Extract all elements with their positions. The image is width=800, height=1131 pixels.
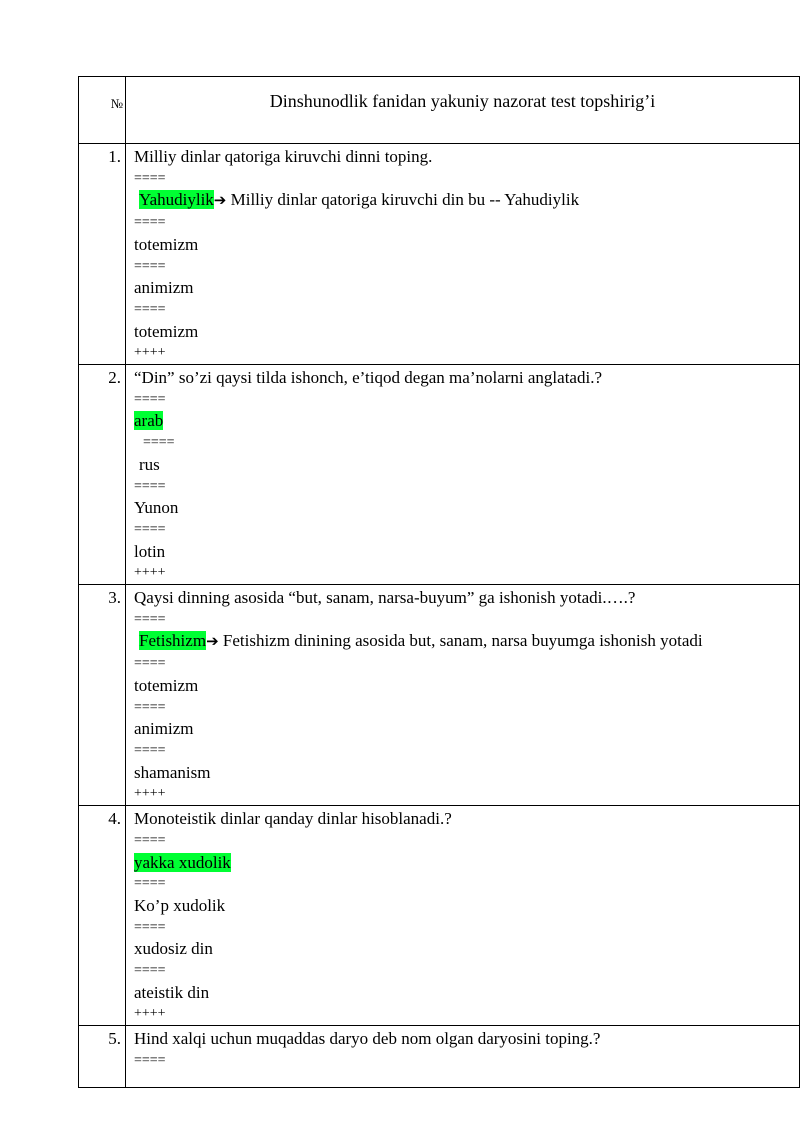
- test-document: [78, 76, 800, 1088]
- correct-answer-line: [134, 410, 799, 432]
- question-row: [79, 585, 800, 806]
- answer-option: ateistik din: [134, 982, 210, 1002]
- answer-option: shamanism: [134, 762, 211, 782]
- option-separator: ====: [134, 391, 166, 407]
- question-number: 3.: [108, 588, 121, 608]
- answer-option: totemizm: [134, 675, 199, 695]
- option-separator: ====: [134, 170, 166, 186]
- option-separator: ====: [134, 919, 166, 935]
- option-separator: ====: [134, 699, 166, 715]
- question-row: [79, 806, 800, 1026]
- question-number: 2.: [108, 368, 121, 388]
- right-arrow-icon: ➔: [206, 632, 219, 651]
- question-content: [126, 144, 800, 365]
- correct-answer: Yahudiylik: [139, 190, 214, 210]
- question-end-marker: ++++: [134, 565, 166, 581]
- option-separator: ====: [134, 521, 166, 537]
- test-table: [78, 76, 800, 1088]
- option-separator: ====: [134, 832, 166, 848]
- number-column-header: №: [79, 77, 126, 144]
- option-separator: ====: [134, 611, 166, 627]
- option-separator: ====: [134, 742, 166, 758]
- question-content: [126, 365, 800, 585]
- option-separator: ====: [143, 435, 175, 451]
- option-separator: ====: [134, 215, 166, 231]
- question-end-marker: ++++: [134, 786, 166, 802]
- answer-option: totemizm: [134, 234, 199, 254]
- answer-option: rus: [139, 454, 160, 474]
- table-header-row: [79, 77, 800, 144]
- question-number: 4.: [108, 809, 121, 829]
- question-row: [79, 144, 800, 365]
- answer-option: animizm: [134, 278, 194, 298]
- option-separator: ====: [134, 258, 166, 274]
- question-text: “Din” so’zi qaysi tilda ishonch, e’tiqod degan ma’nolarni anglatadi.?: [134, 368, 602, 388]
- question-text: Qaysi dinning asosida “but, sanam, narsa-buyum” ga ishonish yotadi.….?: [134, 588, 636, 608]
- correct-answer: arab: [134, 411, 164, 431]
- option-separator: ====: [134, 1052, 166, 1068]
- option-separator: ====: [134, 656, 166, 672]
- answer-explanation: Fetishizm dinining asosida but, sanam, narsa buyumga ishonish yotadi: [218, 631, 703, 651]
- question-content: [126, 1026, 800, 1088]
- answer-option: xudosiz din: [134, 939, 213, 959]
- correct-answer-line: [134, 630, 799, 653]
- option-separator: ====: [134, 876, 166, 892]
- answer-option: Yunon: [134, 498, 179, 518]
- answer-option: Ko’p xudolik: [134, 895, 226, 915]
- option-separator: ====: [134, 963, 166, 979]
- answer-option: totemizm: [134, 321, 199, 341]
- question-row: [79, 1026, 800, 1088]
- correct-answer-line: [134, 189, 799, 212]
- question-text: Hind xalqi uchun muqaddas daryo deb nom olgan daryosini toping.?: [134, 1029, 601, 1049]
- question-row: [79, 365, 800, 585]
- question-number: 1.: [108, 147, 121, 166]
- option-separator: ====: [134, 301, 166, 317]
- question-content: [126, 585, 800, 806]
- option-separator: ====: [134, 478, 166, 494]
- correct-answer-line: [134, 852, 799, 874]
- correct-answer: Fetishizm: [139, 631, 207, 651]
- right-arrow-icon: ➔: [213, 191, 227, 210]
- correct-answer: yakka xudolik: [134, 852, 231, 872]
- question-text: Milliy dinlar qatoriga kiruvchi dinni toping.: [134, 147, 433, 166]
- question-number: 5.: [108, 1029, 121, 1049]
- answer-explanation: Milliy dinlar qatoriga kiruvchi din bu -- Yahudiylik: [226, 190, 580, 210]
- question-end-marker: ++++: [134, 1006, 166, 1022]
- document-title: Dinshunodlik fanidan yakuniy nazorat test topshirig’i: [126, 77, 800, 144]
- answer-option: animizm: [134, 719, 194, 739]
- question-content: [126, 806, 800, 1026]
- answer-option: lotin: [134, 541, 166, 561]
- question-text: Monoteistik dinlar qanday dinlar hisoblanadi.?: [134, 809, 452, 829]
- question-end-marker: ++++: [134, 345, 166, 361]
